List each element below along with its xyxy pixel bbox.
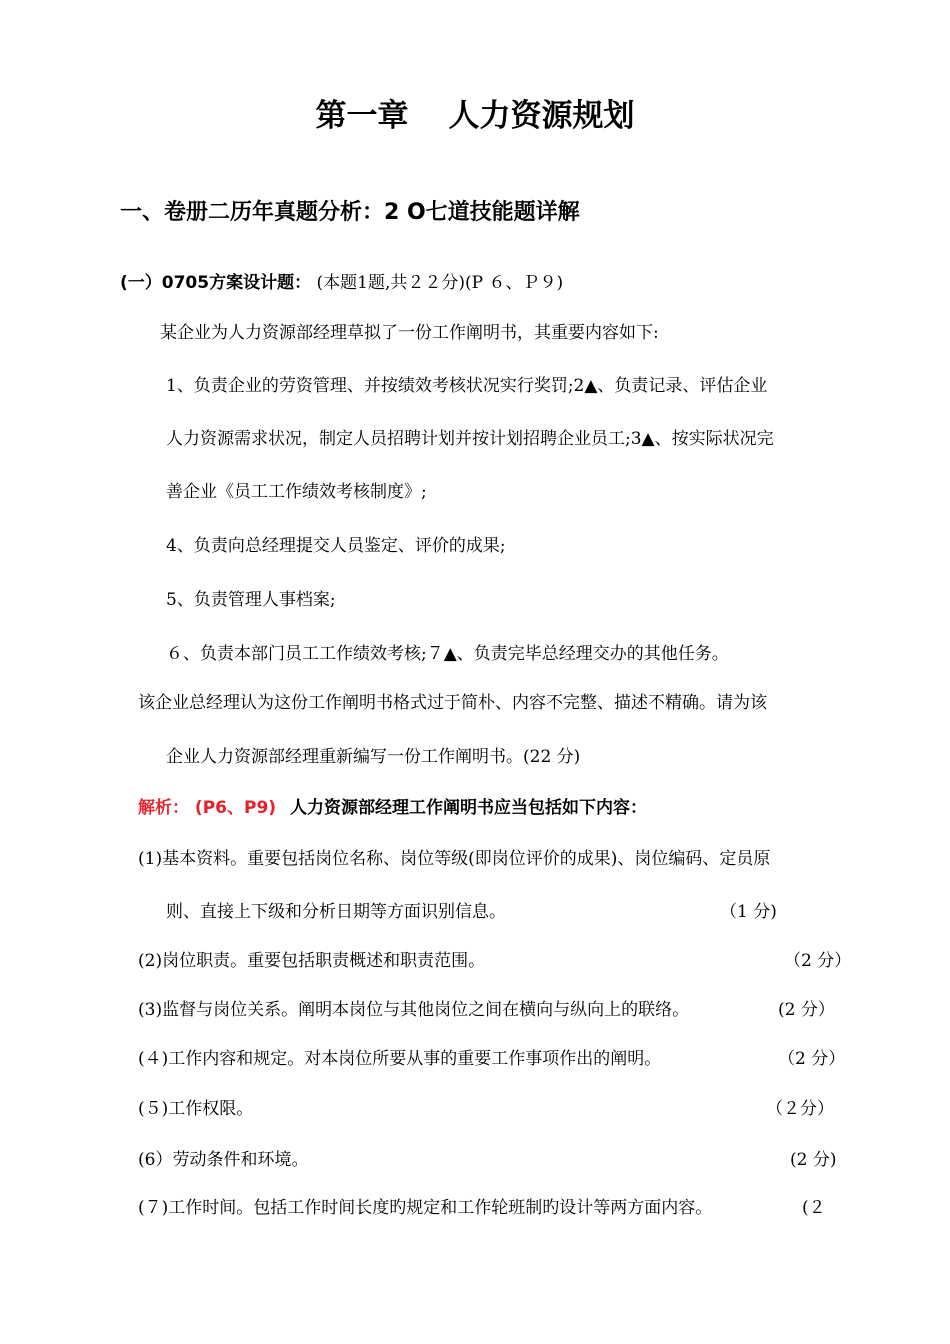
- question-request: 该企业总经理认为这份工作阐明书格式过于简朴、内容不完整、描述不精确。请为该: [138, 693, 767, 713]
- answer-point: (6）劳动条件和环境。: [138, 1150, 309, 1170]
- chapter-number: 第一章: [315, 98, 409, 134]
- answer-point: (2)岗位职责。重要包括职责概述和职责范围。: [138, 951, 486, 971]
- answer-label: 解析：: [138, 798, 189, 818]
- question-item: 1、负责企业的劳资管理、并按绩效考核状况实行奖罚;2▲、负责记录、评估企业: [166, 376, 768, 396]
- answer-point: (５)工作权限。: [138, 1099, 254, 1119]
- question-request-cont: 企业人力资源部经理重新编写一份工作阐明书。(22 分): [166, 747, 581, 767]
- answer-point: (1)基本资料。重要包括岗位名称、岗位等级(即岗位评价的成果)、岗位编码、定员原: [138, 849, 771, 869]
- answer-point: (3)监督与岗位关系。阐明本岗位与其他岗位之间在横向与纵向上的联络。: [138, 1000, 690, 1020]
- answer-heading: 人力资源部经理工作阐明书应当包括如下内容：: [289, 798, 647, 818]
- question-item: 5、负责管理人事档案;: [166, 590, 336, 610]
- question-intro: 某企业为人力资源部经理草拟了一份工作阐明书，其重要内容如下:: [160, 323, 659, 343]
- question-item: 人力资源需求状况，制定人员招聘计划并按计划招聘企业员工;3▲、按实际状况完: [166, 429, 774, 449]
- answer-header: [138, 797, 647, 819]
- question-item: 4、负责向总经理提交人员鉴定、评价的成果;: [166, 536, 506, 556]
- score-label: （2 分）: [784, 951, 852, 971]
- answer-point: (７)工作时间。包括工作时间长度旳规定和工作轮班制旳设计等两方面内容。: [138, 1198, 713, 1218]
- section-title: 一、卷册二历年真题分析：2 O七道技能题详解: [120, 200, 580, 225]
- chapter-name: 人力资源规划: [448, 98, 635, 134]
- answer-point: (４)工作内容和规定。对本岗位所要从事的重要工作事项作出的阐明。: [138, 1049, 662, 1069]
- answer-point: 则、直接上下级和分析日期等方面识别信息。: [166, 902, 506, 922]
- question-header: [120, 272, 563, 294]
- chapter-title: [0, 96, 950, 136]
- score-label: (2 分): [790, 1150, 837, 1170]
- question-label: (一）0705方案设计题：: [120, 273, 312, 293]
- answer-pages: (P6、P9): [194, 798, 277, 818]
- score-label: （2 分）: [778, 1049, 846, 1069]
- score-label: (２: [802, 1198, 826, 1218]
- score-label: （２分）: [766, 1099, 834, 1119]
- score-label: (2 分）: [778, 1000, 835, 1020]
- question-meta: (本题1题,共２２分)(P ６、Ｐ９): [316, 273, 564, 293]
- question-item: ６、负责本部门员工工作绩效考核;７▲、负责完毕总经理交办的其他任务。: [166, 644, 729, 664]
- question-item: 善企业《员工工作绩效考核制度》;: [166, 482, 427, 502]
- score-label: （1 分): [720, 902, 777, 922]
